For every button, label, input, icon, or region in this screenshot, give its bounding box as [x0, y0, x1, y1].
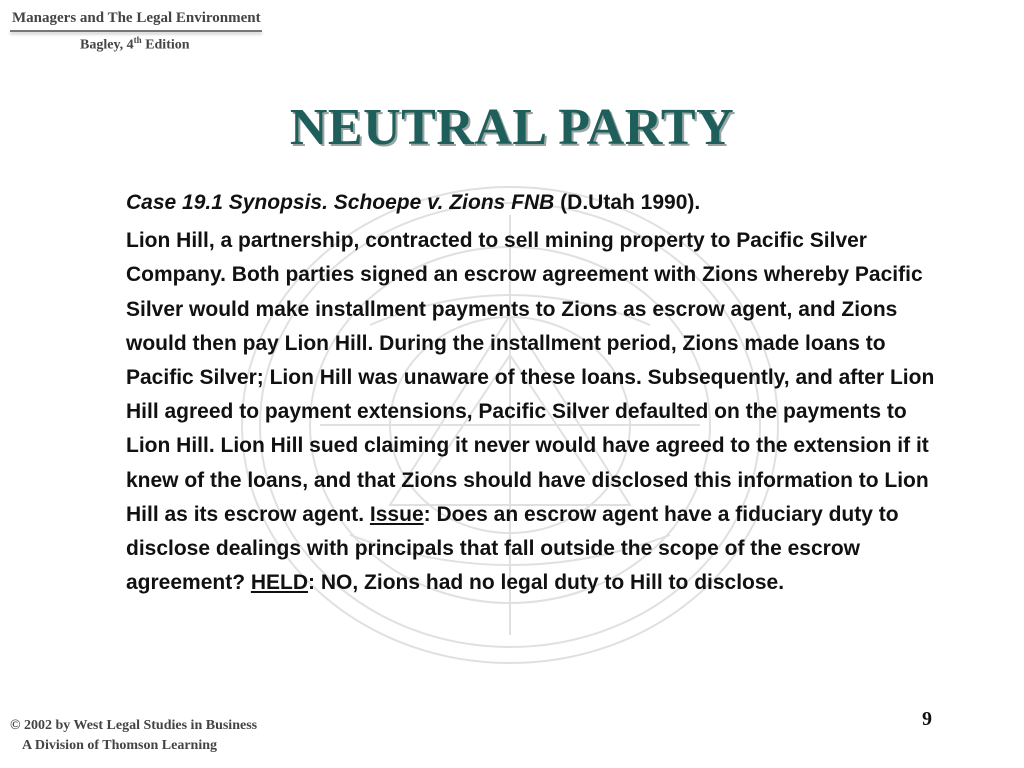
case-citation [126, 186, 946, 220]
case-name: Case 19.1 Synopsis. Schoepe v. Zions FNB [126, 191, 555, 214]
copyright-line: © 2002 by West Legal Studies in Business [10, 718, 258, 733]
edition-label: Bagley, 4th Edition [80, 35, 190, 53]
court-year: (D.Utah 1990). [554, 191, 701, 214]
case-summary [126, 186, 946, 600]
issue-label: Issue [369, 502, 424, 526]
holding-text: : NO, Zions had no legal duty to Hill to disclose. [308, 571, 785, 595]
issue-question: : Does an escrow agent have a fiduciary duty to disclose dealings with principals that fall outside the scope of the escrow agreement? [126, 502, 899, 595]
synopsis-facts: Lion Hill, a partnership, contracted to sell mining property to Pacific Silver Company. Both parties signed an escrow agreement with Zions whereby Pacific Silver would make installment payments to Zions as escrow agent, and Zions would then pay Lion Hill. During the installment period, Zions made loans to Pacific Silver; Lion Hill was unaware of these loans. Subsequently, and after Lion Hill agreed to payment extensions, Pacific Silver defaulted on the payments to Lion Hill. Lion Hill sued claiming it never would have agreed to the extension if it knew of the loans, and that Zions should have disclosed this information to Lion Hill as its escrow agent. [126, 229, 935, 526]
course-header [8, 6, 264, 62]
held-label: HELD [250, 571, 309, 595]
page-number: 9 [922, 708, 932, 730]
case-synopsis [126, 224, 944, 600]
slide-title: NEUTRAL PARTY [289, 99, 735, 156]
publisher-footer [6, 716, 276, 760]
header-divider [10, 30, 262, 32]
course-title: Managers and The Legal Environment [12, 10, 261, 26]
publisher-division: A Division of Thomson Learning [22, 738, 218, 753]
